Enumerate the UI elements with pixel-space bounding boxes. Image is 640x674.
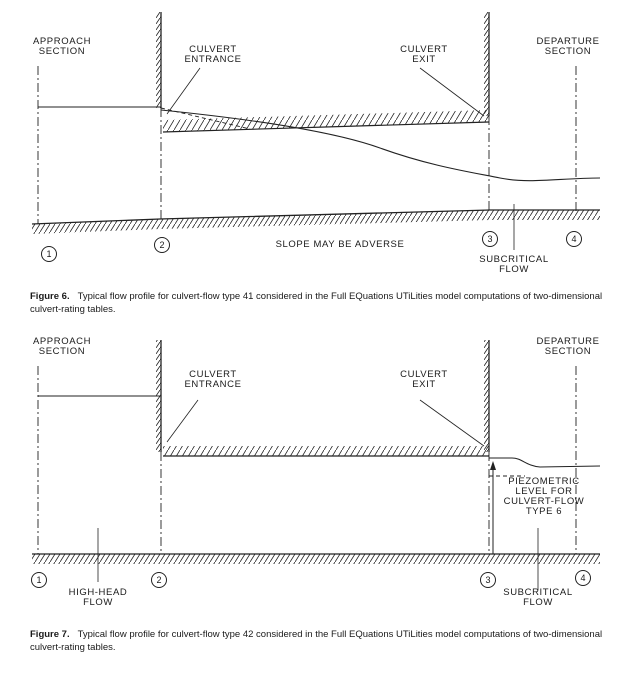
entrance-leader bbox=[167, 68, 200, 114]
subcritical-flow-label: SUBCRITICAL FLOW bbox=[479, 254, 549, 275]
culvert-exit-label: CULVERT EXIT bbox=[400, 369, 448, 390]
exit-leader bbox=[420, 68, 484, 116]
entrance-leader bbox=[167, 400, 198, 442]
entrance-headwall bbox=[156, 12, 161, 220]
figure-6-caption-label: Figure 6. bbox=[30, 291, 70, 302]
culvert-entrance-label: CULVERT ENTRANCE bbox=[184, 44, 242, 65]
culvert-roof bbox=[163, 110, 489, 132]
section-number-1: 1 bbox=[41, 246, 57, 262]
section-number-2: 2 bbox=[151, 572, 167, 588]
section-number-2: 2 bbox=[154, 237, 170, 253]
channel-bed bbox=[32, 210, 600, 234]
figure-6 bbox=[0, 0, 640, 330]
outlet-water-surface bbox=[489, 458, 600, 467]
channel-bed bbox=[32, 554, 600, 564]
section-number-3: 3 bbox=[480, 572, 496, 588]
culvert-exit-label: CULVERT EXIT bbox=[400, 44, 448, 65]
high-head-flow-label: HIGH-HEAD FLOW bbox=[68, 587, 128, 608]
section-number-4: 4 bbox=[575, 570, 591, 586]
culvert-entrance-label: CULVERT ENTRANCE bbox=[184, 369, 242, 390]
figure-7-caption-text: Typical flow profile for culvert-flow type 42 considered in the Full EQuations UTiLities model computations of two-dimensional culvert-rating tables. bbox=[30, 629, 603, 653]
entrance-headwall bbox=[156, 340, 161, 554]
figure-6-caption bbox=[30, 290, 626, 316]
section-number-3: 3 bbox=[482, 231, 498, 247]
section-number-1: 1 bbox=[31, 572, 47, 588]
approach-section-label: APPROACH SECTION bbox=[32, 336, 92, 357]
figure-7-caption-label: Figure 7. bbox=[30, 629, 70, 640]
figure-7 bbox=[0, 330, 640, 674]
culvert-roof bbox=[163, 446, 489, 456]
piezometric-level-label: PIEZOMETRIC LEVEL FOR CULVERT-FLOW TYPE 6 bbox=[503, 476, 585, 517]
departure-section-label: DEPARTURE SECTION bbox=[536, 336, 600, 357]
figure-7-caption bbox=[30, 628, 626, 654]
departure-section-label: DEPARTURE SECTION bbox=[536, 36, 600, 57]
slope-label: SLOPE MAY BE ADVERSE bbox=[275, 239, 405, 250]
approach-section-label: APPROACH SECTION bbox=[32, 36, 92, 57]
section-number-4: 4 bbox=[566, 231, 582, 247]
figure-6-caption-text: Typical flow profile for culvert-flow type 41 considered in the Full EQuations UTiLities model computations of two-dimensional culvert-rating tables. bbox=[30, 291, 603, 315]
subcritical-flow-label: SUBCRITICAL FLOW bbox=[503, 587, 573, 608]
exit-leader bbox=[420, 400, 484, 446]
